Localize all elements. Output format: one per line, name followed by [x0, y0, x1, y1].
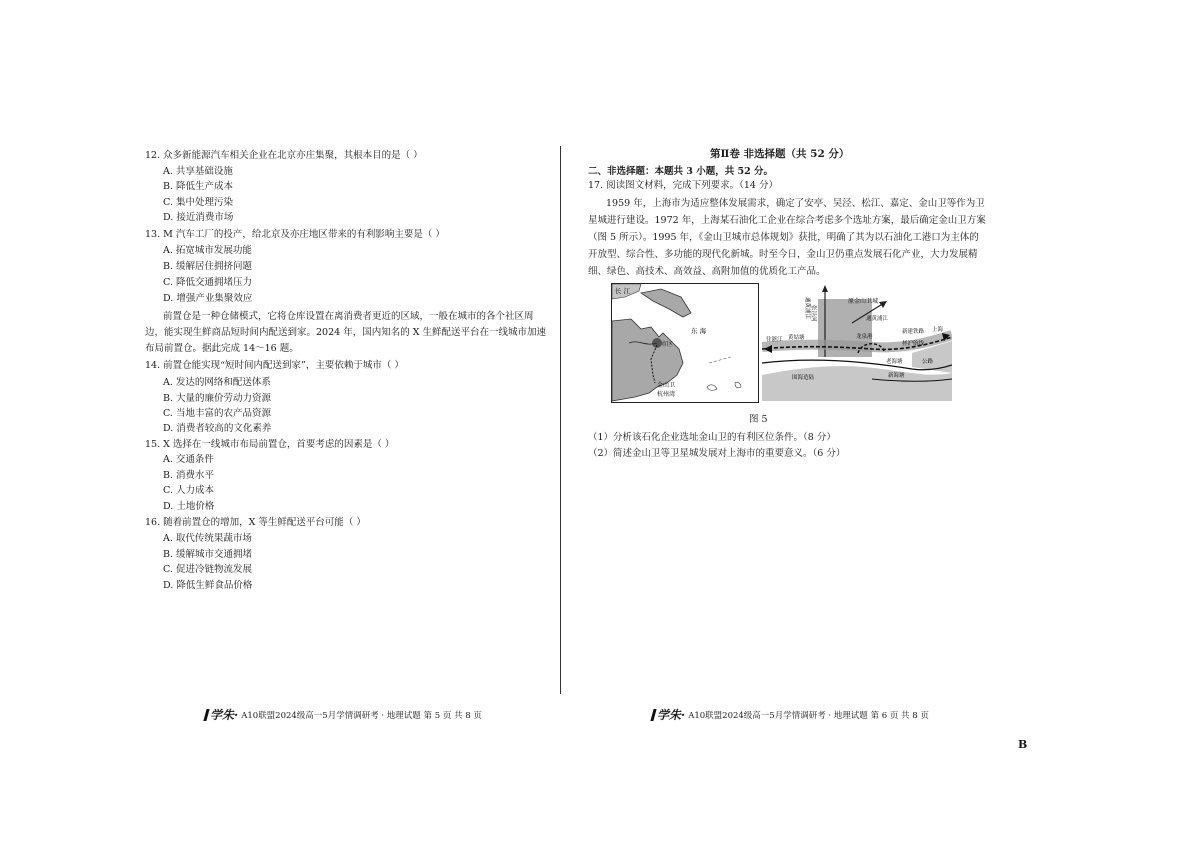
intro-line-1: 前置仓是一种仓储模式，它将仓库设置在离消费者更近的区域，一般在城市的各个社区周 [163, 311, 534, 322]
part-title: 二、非选择题：本题共 3 小题，共 52 分。 [588, 166, 774, 177]
q16-stem: 16. 随着前置仓的增加，X 等生鲜配送平台可能（ ） [145, 517, 366, 528]
figure5-right-map [762, 283, 952, 403]
label-sea: 东 海 [691, 327, 707, 335]
q12-option-c: C. 集中处理污染 [163, 197, 233, 208]
q16-option-a: A. 取代传统果蔬市场 [163, 533, 252, 544]
right-footer-text: A10联盟2024级高一5月学情调研考 · 地理试题 第 6 页 共 8 页 [688, 710, 929, 721]
material-line-2: 星城进行建设。1972 年，上海某石油化工企业在综合考虑多个选址方案，最后确定金山卫方案 [588, 215, 986, 226]
q17-sub2: （2）简述金山卫等卫星城发展对上海市的重要意义。（6 分） [588, 448, 846, 459]
right-footer [652, 706, 929, 723]
q14-option-b: B. 大量的廉价劳动力资源 [163, 393, 272, 404]
q14-option-c: C. 当地丰富的农产品资源 [163, 408, 271, 419]
label-city: 原金山卫城 [848, 298, 879, 305]
q13-stem: 13. M 汽车工厂的投产，给北京及亦庄地区带来的有利影响主要是（ ） [145, 229, 445, 240]
label-jinshanwei: 金山卫 [657, 382, 676, 389]
q17-stem: 17. 阅读图文材料，完成下列要求。（14 分） [588, 180, 778, 191]
label-urban: 市区 [661, 341, 674, 348]
section-title: 第Ⅱ卷 非选择题（共 52 分） [710, 148, 850, 160]
label-canal: 通黄浦江 [804, 297, 810, 320]
q15-stem: 15. X 选择在一线城市布局前置仓，首要考虑的因素是（ ） [145, 439, 395, 450]
label-longquan: 龙泉港 [856, 334, 873, 340]
figure5-left-map [611, 283, 759, 403]
q14-option-a: A. 发达的网络和配送体系 [163, 377, 271, 388]
label-reclaim: 围海造陆 [792, 375, 815, 381]
q13-option-c: C. 降低交通拥堵压力 [163, 277, 252, 288]
left-footer [205, 706, 482, 723]
brand-logo-right: 学朱· [652, 706, 685, 723]
paper-version-mark: B [1018, 738, 1028, 751]
label-pujiang: 通黄浦江 [866, 316, 889, 322]
q12-option-d: D. 接近消费市场 [163, 212, 234, 223]
label-line: 拯沪航线 [902, 341, 925, 347]
label-road: 公路 [922, 359, 934, 365]
q12-option-b: B. 降低生产成本 [163, 181, 234, 192]
label-bay: 杭州湾 [657, 391, 676, 398]
q12-option-a: A. 共享基础设施 [163, 166, 233, 177]
label-shanghai: 上海 [932, 327, 944, 333]
q13-option-b: B. 缓解居住拥挤问题 [163, 261, 253, 272]
material-line-5: 细、绿色、高技术、高效益、高附加值的优质化工产品。 [588, 266, 826, 277]
label-river: 长 江 [615, 287, 631, 295]
q14-stem: 14. 前置仓能实现“短时间内配送到家”，主要依赖于城市（ ） [145, 360, 404, 371]
label-railway: 新建铁路 [902, 329, 925, 335]
left-footer-text: A10联盟2024级高一5月学情调研考 · 地理试题 第 5 页 共 8 页 [241, 710, 482, 721]
material-line-1: 1959 年，上海市为适应整体发展需求，确定了安亭、吴泾、松江、嘉定、金山卫等作为卫 [606, 198, 985, 209]
label-seawall-new: 新海塘 [888, 373, 905, 379]
q15-option-c: C. 人力成本 [163, 485, 214, 496]
page-divider [560, 146, 561, 694]
q15-option-a: A. 交通条件 [163, 454, 214, 465]
figure-caption: 图 5 [749, 414, 768, 425]
material-line-3: （图 5 所示）。1995 年，《金山卫城市总体规划》获批，明确了其为以石油化工港口为主体的 [588, 232, 979, 243]
material-line-4: 开放型、综合性、多功能的现代化新城。时至今日，金山卫仍重点发展石化产业，大力发展精 [588, 249, 978, 260]
q16-option-c: C. 促进冷链物流发展 [163, 564, 252, 575]
q12-stem: 12. 众多新能源汽车相关企业在北京亦庄集聚，其根本目的是（ ） [145, 150, 423, 161]
q17-sub1: （1）分析该石化企业选址金山卫的有利区位条件。（8 分） [588, 432, 836, 443]
q16-option-b: B. 缓解城市交通拥堵 [163, 549, 253, 560]
label-river2: 张泾河 [810, 305, 816, 322]
q14-option-d: D. 消费者较高的文化素养 [163, 423, 272, 434]
q15-option-d: D. 土地价格 [163, 501, 215, 512]
label-zhejiang: 往浙江 [766, 337, 783, 343]
intro-line-3: 布局前置仓。据此完成 14～16 题。 [145, 343, 299, 354]
q16-option-d: D. 降低生鲜食品价格 [163, 580, 253, 591]
intro-line-2: 边，能实现生鲜商品短时间内配送到家。2024 年，国内知名的 X 生鲜配送平台在一线城市加速 [145, 327, 547, 338]
brand-logo-left: 学朱· [205, 706, 238, 723]
q15-option-b: B. 消费水平 [163, 470, 215, 481]
q13-option-a: A. 拓宽城市发展功能 [163, 245, 252, 256]
label-seawall-old: 老海塘 [886, 359, 903, 365]
label-huangzhuang: 黄姑塘 [788, 335, 805, 341]
q13-option-d: D. 增强产业集聚效应 [163, 293, 253, 304]
